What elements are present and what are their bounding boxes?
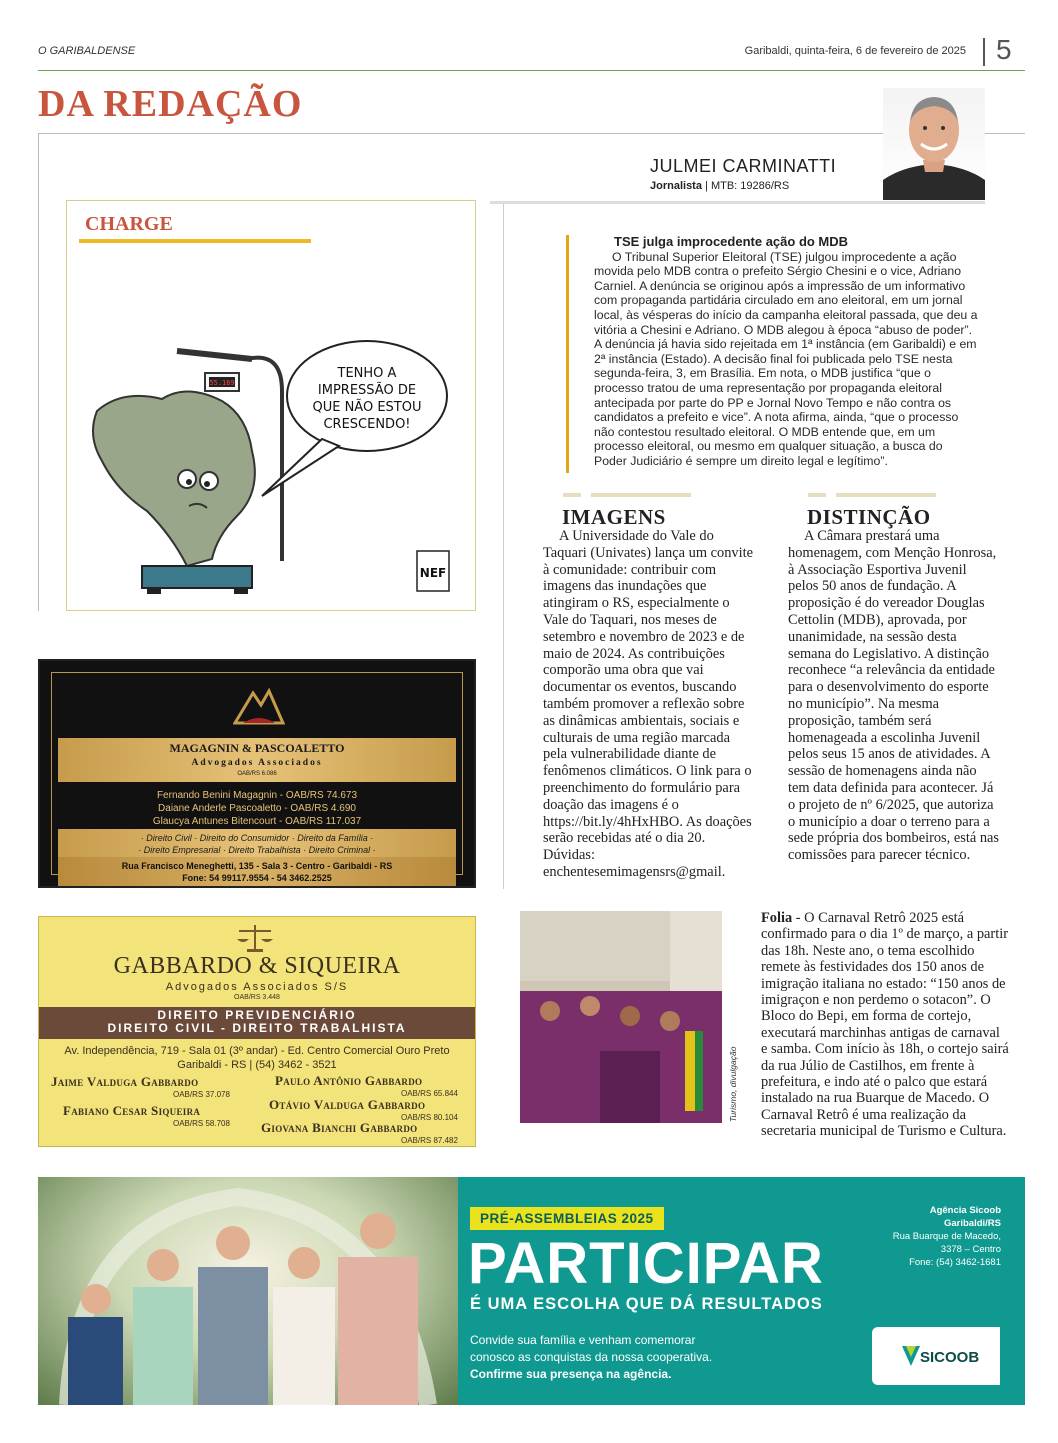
mountain-logo-icon xyxy=(233,683,285,729)
cartoonist-signature: NEF xyxy=(419,566,447,580)
photo-credit: Turismo, divulgação xyxy=(728,1046,738,1122)
speech-line-4: CRESCENDO! xyxy=(323,417,411,432)
distincao-title: DISTINÇÃO xyxy=(807,505,931,529)
tse-headline: TSE julga improcedente ação do MDB xyxy=(614,234,849,249)
pre-assembleias-badge: PRÉ-ASSEMBLEIAS 2025 xyxy=(470,1207,664,1230)
ad-firm-name: GABBARDO & SIQUEIRA xyxy=(113,953,401,979)
ad-city-phone: Garibaldi - RS | (54) 3462 - 3521 xyxy=(177,1059,337,1071)
banner-subheadline: É UMA ESCOLHA QUE DÁ RESULTADOS xyxy=(470,1295,823,1313)
ad-practice-areas xyxy=(40,832,474,856)
ad-lawyer-list xyxy=(40,789,474,828)
tse-accent-bar xyxy=(566,235,569,473)
scale-display: 55.169 xyxy=(209,379,235,387)
publication-name: O GARIBALDENSE xyxy=(38,45,136,57)
ad-lawyer: Daiane Anderle Pascoaletto - OAB/RS 4.690 xyxy=(158,803,356,814)
distincao-deco-left xyxy=(808,493,826,497)
ad-lawyer-oab: OAB/RS 37.078 xyxy=(173,1090,230,1099)
ad-firm-oab: OAB/RS 6.086 xyxy=(237,771,277,777)
distincao-deco-right xyxy=(836,493,936,497)
ad-contact xyxy=(40,860,474,884)
agency-name: Agência Sicoob xyxy=(929,1205,1001,1216)
author-divider: | xyxy=(705,180,711,192)
scales-of-justice-icon xyxy=(235,923,275,953)
ad-lawyer-oab: OAB/RS 87.482 xyxy=(401,1136,458,1145)
header-rule xyxy=(38,70,1025,71)
ad-address: Rua Francisco Meneghetti, 135 - Sala 3 - Centro - Garibaldi - RS xyxy=(121,861,393,871)
imagens-deco-right xyxy=(591,493,691,497)
banner-headline: PARTICIPAR xyxy=(468,1231,824,1296)
ad-lawyer-name: Jaime Valduga Gabbardo xyxy=(51,1074,199,1089)
invite-cta: Confirme sua presença na agência. xyxy=(470,1367,672,1381)
left-column-rule xyxy=(38,133,39,611)
agency-phone: Fone: (54) 3462-1681 xyxy=(909,1257,1001,1268)
ad-practice-line-2: DIREITO CIVIL - DIREITO TRABALHISTA xyxy=(107,1021,407,1035)
title-rule xyxy=(38,133,1025,134)
ad-firm-subtitle: Advogados Associados xyxy=(191,758,323,768)
ad-firm-oab: OAB/RS 3.448 xyxy=(234,994,280,1001)
sicoob-brand: SICOOB xyxy=(920,1349,980,1366)
speech-line-3: QUE NÃO ESTOU xyxy=(312,400,422,415)
ad-practice-areas xyxy=(39,1009,475,1035)
ad-phone: Fone: 54 99117.9554 - 54 3462.2525 xyxy=(182,873,332,883)
tse-article xyxy=(594,235,978,469)
ad-lawyer-oab: OAB/RS 58.708 xyxy=(173,1119,230,1128)
ad-magagnin-pascoaletto[interactable] xyxy=(38,659,476,888)
ad-lawyer-oab: OAB/RS 65.844 xyxy=(401,1089,458,1098)
banner-invite xyxy=(470,1332,712,1383)
family-photo xyxy=(38,1177,458,1405)
distincao-article xyxy=(788,528,1000,864)
agency-city: Garibaldi/RS xyxy=(943,1218,1001,1229)
issue-date: Garibaldi, quinta-feira, 6 de fevereiro de 2025 xyxy=(744,45,966,57)
header-divider xyxy=(983,38,985,66)
tse-body: O Tribunal Superior Eleitoral (TSE) julgou improcedente a ação movida pelo MDB contra o prefeito Sérgio Chesini e o vice, Adriano Carniel. A denúncia se originou após a impressão de um informativo com propaganda partidária circulado em ano eleitoral, em um jornal local, às vésperas do início da campanha eleitoral passada, que deu a vitória a Chesini e Adriano. O MDB alegou à época “abuso de poder”. A denúncia já havia sido rejeitada em 1ª instância (em Garibaldi) e em 2ª instância (Estado). A decisão final foi publicada pelo TSE nesta segunda-feira, 3, em Brasília. Em nota, o MDB justifica “que o processo tratou de uma representação por propaganda eleitoral antecipada por parte do PP e Jornal Novo Tempo e não contra os candidatos a prefeito e vice”. A nota afirma, ainda, “que o processo não contestou resultado eleitoral. O MDB entende que, em um processo eleitoral, ou mesmo em qualquer situação, a busca do Poder Judiciário é sempre um direito legal e legítimo”. xyxy=(594,249,978,468)
charge-title-bar xyxy=(79,239,311,243)
ad-firm-name: MAGAGNIN & PASCOALETTO xyxy=(169,741,345,755)
ad-area-line: · Direito Empresarial · Direito Trabalhista · Direito Criminal · xyxy=(138,845,376,855)
ad-lawyer: Glaucya Antunes Bitencourt - OAB/RS 117.037 xyxy=(152,816,362,827)
charge-title: CHARGE xyxy=(85,213,173,235)
author-photo xyxy=(883,88,985,200)
imagens-deco-left xyxy=(563,493,581,497)
column-divider xyxy=(503,204,504,889)
carnival-photo xyxy=(520,911,722,1123)
section-title: DA REDAÇÃO xyxy=(38,83,303,125)
agency-address-2: 3378 – Centro xyxy=(940,1244,1001,1255)
charge-box xyxy=(66,200,476,611)
ad-lawyer-name: Giovana Bianchi Gabbardo xyxy=(261,1120,418,1135)
imagens-title: IMAGENS xyxy=(562,505,666,529)
ad-lawyer-name: Otávio Valduga Gabbardo xyxy=(269,1097,426,1112)
ad-lawyer-name: Paulo Antônio Gabbardo xyxy=(275,1073,423,1088)
folia-lead: Folia xyxy=(761,910,793,926)
invite-line-1: Convide sua família e venham comemorar xyxy=(470,1333,696,1347)
folia-body: - O Carnaval Retrô 2025 está confirmado para o dia 1º de março, a partir das 18h. Neste ano, o tema escolhido remete às festividades dos 150 anos de imigração italiana no estado: “150 anos de imigraçon e non perdemo o sotacon”. O Bloco do Bepi, em forma de cortejo, executará marchinhas antigas de carnaval e samba. Com início às 18h, o cortejo sairá da rua Júlio de Castilhos, em frente à prefeitura, e indo até o palco que estará instalado na rua Buarque de Macedo. O Carnaval Retrô é uma realização da secretaria municipal de Turismo e Cultura. xyxy=(761,910,1009,1140)
ad-lawyer: Fernando Benini Magagnin - OAB/RS 74.673 xyxy=(156,790,358,801)
sicoob-banner[interactable] xyxy=(38,1177,1025,1405)
folia-article xyxy=(761,910,1009,1140)
speech-line-2: IMPRESSÃO DE xyxy=(317,383,417,398)
page-number: 5 xyxy=(996,34,1012,65)
distincao-body: A Câmara prestará uma homenagem, com Menção Honrosa, à Associação Esportiva Juvenil pelos 50 anos de fundação. A proposição é do vereador Douglas Cettolin (MDB), aprovada, por unanimidade, na sessão desta semana do Legislativo. A distinção reconhece “a relevância da entidade para o desenvolvimento do esporte no município”. Na mesma proposição, também será homenageada a escolinha Juvenil pelos seus 15 anos de atividades. A sessão de homenagens ainda não tem data definida para acontecer. Já o projeto de nº 6/2025, que autoriza o município a doar o terreno para a sede própria dos bombeiros, está nas comissões para parecer técnico. xyxy=(788,528,1000,864)
ad-gabbardo-siqueira[interactable] xyxy=(38,916,476,1147)
imagens-body: A Universidade do Vale do Taquari (Univates) lança um convite à comunidade: contribuir com imagens das inundações que atingiram o RS, especialmente o Vale do Taquari, nos meses de setembro e novembro de 2023 e de maio de 2024. As contribuições comporão uma obra que vai documentar os eventos, buscando também promover a reflexão sobre as dinâmicas ambientais, sociais e culturais de uma região marcada pela vulnerabilidade diante de fenômenos climáticos. O link para o preenchimento do formulário para doação das imagens é o https://bit.ly/4hHxHBO. As doações serão recebidas até o dia 20. Dúvidas: enchentesemimagensrs@gmail. xyxy=(543,528,753,880)
imagens-article xyxy=(543,528,753,881)
ad-lawyer-oab: OAB/RS 80.104 xyxy=(401,1113,458,1122)
ad-practice-line-1: DIREITO PREVIDENCIÁRIO xyxy=(157,1008,357,1022)
invite-line-2: conosco as conquistas da nossa cooperativa. xyxy=(470,1350,713,1364)
author-title: Jornalista xyxy=(650,180,702,192)
ad-contact xyxy=(39,1044,475,1072)
author-role xyxy=(650,180,789,192)
ad-address: Av. Independência, 719 - Sala 01 (3º andar) - Ed. Centro Comercial Ouro Preto xyxy=(64,1045,450,1057)
author-name: JULMEI CARMINATTI xyxy=(650,156,837,176)
author-registration: MTB: 19286/RS xyxy=(710,180,790,192)
cartoon-illustration xyxy=(77,321,467,606)
author-rule xyxy=(490,201,985,204)
ad-area-line: · Direito Civil · Direito do Consumidor · Direito da Família · xyxy=(140,833,374,843)
ad-lawyer-name: Fabiano Cesar Siqueira xyxy=(63,1103,201,1118)
speech-line-1: TENHO A xyxy=(337,366,397,381)
ad-firm-subtitle: Advogados Associados S/S xyxy=(165,981,349,993)
sicoob-logo-icon xyxy=(902,1346,920,1366)
agency-address-1: Rua Buarque de Macedo, xyxy=(892,1231,1001,1242)
agency-info xyxy=(893,1204,1001,1269)
